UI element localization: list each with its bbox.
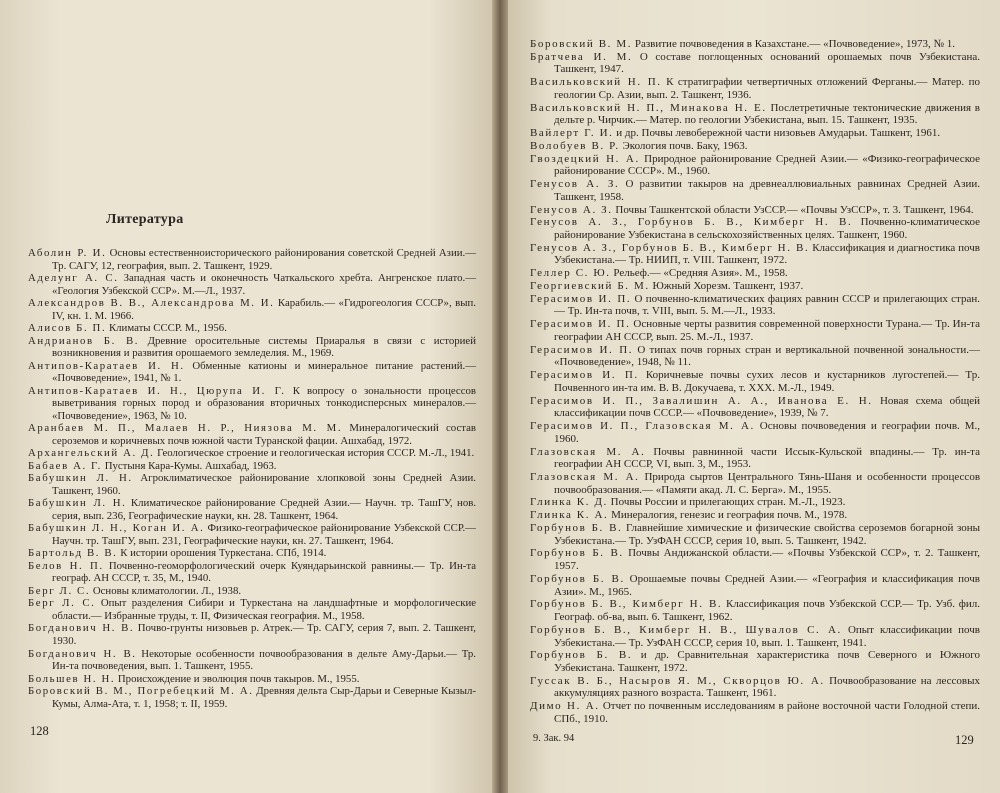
entry-author: Гвоздецкий Н. А. (530, 152, 640, 165)
entry-author: Богданович Н. В. (28, 647, 137, 660)
entry-author: Васильковский Н. П. (530, 76, 662, 89)
entry-author: Богданович Н. В. (28, 622, 135, 635)
bibliography-entry (28, 447, 476, 460)
page-number-right: 129 (955, 733, 974, 747)
left-page (0, 0, 498, 793)
entry-text: Природа сыртов Центрального Тянь-Шаня и особенности процессов почвообразования.— «Памяти акад. Л. С. Берга». М., 1955. (554, 470, 981, 496)
entry-text: Послетретичные тектонические движения в дельте р. Чирчик.— Матер. по геологии Узбекистана, вып. 15. Ташкент, 1935. (554, 101, 980, 127)
bibliography-entry (28, 673, 476, 686)
bibliography-entry (530, 420, 980, 445)
entry-text: Пустыня Кара-Кумы. Ашхабад, 1963. (102, 459, 277, 472)
entry-text: О составе поглощенных оснований орошаемых почв Узбекистана. Ташкент, 1947. (554, 50, 980, 76)
bibliography-entry (530, 140, 980, 153)
entry-author: Антипов-Каратаев И. Н. (28, 359, 185, 372)
book-gutter (492, 0, 508, 793)
bibliography-list-left (28, 247, 476, 710)
bibliography-entry (28, 297, 476, 322)
entry-author: Берг Л. С. (28, 597, 96, 610)
entry-text: Опыт классификации почв Узбекистана.— Тр. УзФАН СССР, серия 10, вып. 1. Ташкент, 1941. (554, 623, 980, 649)
bibliography-entry (530, 675, 980, 700)
entry-text: Агроклиматическое районирование хлопковой зоны Средней Азии. Ташкент, 1960. (52, 472, 476, 497)
bibliography-entry (530, 496, 980, 509)
entry-text: Некоторые особенности почвообразования в дельте Аму-Дарьи.— Тр. Ин-та почвоведения, вып. 1. Ташкент, 1955. (52, 647, 477, 673)
bibliography-entry (28, 597, 476, 622)
entry-text: К истории орошения Туркестана. СПб, 1914. (117, 547, 327, 560)
entry-author: Бабушкин Л. Н., Коган И. А. (28, 522, 205, 535)
entry-text: Орошаемые почвы Средней Азии.— «География и классификация почв Азии». М., 1965. (554, 572, 980, 598)
bibliography-entry (530, 76, 980, 101)
bibliography-entry (530, 293, 980, 318)
bibliography-entry (530, 38, 980, 51)
entry-text: и др. Почвы левобережной части низовьев Амударьи. Ташкент, 1961. (613, 127, 941, 140)
bibliography-entry (28, 422, 476, 447)
bibliography-entry (530, 102, 980, 127)
bibliography-entry (530, 522, 980, 547)
entry-author: Волобуев В. Р. (530, 139, 620, 152)
entry-text: Физико-географическое районирование Узбекской ССР.— Научн. тр. ТашГУ, вып. 231, Географические науки, кн. 27. Ташкент, 1964. (52, 522, 476, 547)
bibliography-entry (28, 322, 476, 335)
entry-author: Герасимов И. П. (530, 292, 632, 305)
entry-text: Классификация почв Узбекской ССР.— Тр. Узб. фил. Географ. об-ва, вып. 6. Ташкент, 1962. (554, 598, 980, 624)
entry-author: Боровский В. М., Погребецкий М. А. (28, 685, 254, 698)
entry-author: Геллер С. Ю. (530, 267, 611, 280)
entry-author: Герасимов И. П. (530, 343, 634, 356)
bibliography-entry (530, 153, 980, 178)
entry-text: К вопросу о зональности процессов выветривания горных пород и образования вторичных тонкодисперсных минералов.— «Почвоведение», 1963, № 10. (52, 384, 476, 422)
entry-text: Основы климатологии. Л., 1938. (90, 584, 242, 597)
bibliography-entry (530, 178, 980, 203)
entry-text: О развитии такыров на древнеаллювиальных равнинах Средней Азии. Ташкент, 1958. (554, 178, 980, 203)
entry-author: Бартольд В. В. (28, 547, 118, 560)
entry-text: Природное районирование Средней Азии.— «Физико-географическое районирование СССР». М., 1960. (554, 152, 980, 178)
entry-text: Западная часть и оконечность Чаткальского хребта. Ангренское плато.— «Геология Узбекской ССР». М.—Л., 1937. (52, 272, 477, 297)
entry-author: Александров В. В., Александрова М. И. (28, 297, 275, 310)
entry-author: Генусов А. З., Горбунов Б. В., Кимберг Н. В. (530, 241, 810, 254)
entry-text: Основы естественноисторического районирования советской Средней Азии.— Тр. САГУ, 12, география, вып. 2. Ташкент, 1929. (52, 247, 476, 272)
right-page (502, 0, 1000, 793)
entry-text: Геологическое строение и геологическая история СССР. М.-Л., 1941. (154, 447, 475, 460)
entry-author: Георгиевский Б. М. (530, 279, 650, 292)
bibliography-entry (28, 560, 476, 585)
printer-signature-mark: 9. Зак. 94 (533, 733, 575, 744)
entry-author: Димо Н. А. (530, 700, 600, 713)
entry-text: Экология почв. Баку, 1963. (619, 139, 748, 152)
bibliography-entry (28, 272, 476, 297)
bibliography-entry (530, 344, 980, 369)
bibliography-entry (530, 700, 980, 725)
entry-author: Берг Л. С. (28, 584, 91, 597)
entry-author: Герасимов И. П. (530, 369, 639, 382)
entry-text: К стратиграфии четвертичных отложений Ферганы.— Матер. по геологии Ср. Азии, вып. 2. Ташкент, 1936. (554, 76, 980, 101)
bibliography-entry (28, 247, 476, 272)
entry-author: Гуссак В. Б., Насыров Я. М., Скворцов Ю. А. (530, 674, 825, 687)
bibliography-entry (530, 267, 980, 280)
bibliography-entry (530, 204, 980, 217)
entry-author: Васильковский Н. П., Минакова Н. Е. (530, 101, 767, 114)
entry-text: Обменные катионы и минеральное питание растений.— «Почвоведение», 1941, № 1. (52, 359, 477, 385)
bibliography-entry (530, 598, 980, 623)
bibliography-entry (530, 624, 980, 649)
entry-author: Братчева И. М. (530, 50, 633, 63)
entry-author: Глинка К. Д. (530, 496, 608, 509)
entry-author: Глинка К. А. (530, 509, 609, 522)
entry-text: Климатическое районирование Средней Азии.— Научн. тр. ТашГУ, нов. серия, вып. 236, Географические науки, кн. 28. Ташкент, 1964. (52, 497, 477, 522)
entry-text: Почвы России и прилегающих стран. М.-Л., 1923. (607, 496, 846, 509)
entry-text: Древняя дельта Сыр-Дарьи и Северные Кызыл-Кумы, Алма-Ата, т. 1, 1958; т. II, 1959. (52, 685, 476, 710)
bibliography-entry (530, 216, 980, 241)
entry-text: Отчет по почвенным исследованиям в районе восточной части Голодной степи. СПб., 1910. (554, 700, 980, 725)
bibliography-entry (530, 369, 980, 394)
entry-author: Генусов А. З., Горбунов Б. В., Кимберг Н. В. (530, 216, 853, 229)
bibliography-entry (28, 472, 476, 497)
entry-text: Основные черты развития современной поверхности Турана.— Тр. Ин-та географии АН СССР, вып. 25. М.-Л., 1937. (554, 318, 980, 343)
entry-text: Классификация и диагностика почв Узбекистана.— Тр. НИИП, т. VIII. Ташкент, 1972. (554, 241, 980, 267)
bibliography-entry (28, 685, 476, 710)
bibliography-entry (530, 280, 980, 293)
bibliography-entry (530, 471, 980, 496)
entry-author: Аранбаев М. П., Малаев Н. Р., Ниязова М. М. (28, 422, 343, 435)
entry-author: Антипов-Каратаев И. Н., Цюрупа И. Г. (28, 384, 286, 397)
entry-author: Большев Н. Н. (28, 672, 116, 685)
entry-author: Вайлерт Г. И. (530, 127, 614, 140)
entry-author: Герасимов И. П., Глазовская М. А. (530, 420, 755, 433)
entry-author: Архангельский А. Д. (28, 447, 155, 460)
bibliography-entry (28, 497, 476, 522)
entry-text: Минералогический состав сероземов и коричневых почв южной части Туранской фации. Ашхабад, 1972. (52, 422, 476, 447)
entry-text: Почвы Андижанской области.— «Почвы Узбекской ССР», т. 2. Ташкент, 1957. (554, 547, 980, 573)
entry-author: Горбунов Б. В., Кимберг Н. В., Шувалов С. А. (530, 623, 842, 636)
entry-author: Генусов А. З. (530, 178, 620, 191)
entry-text: Почвы равнинной части Иссык-Кульской впадины.— Тр. ин-та географии АН СССР, VI, вып. 3, М., 1953. (554, 445, 981, 471)
bibliography-entry (530, 649, 980, 674)
entry-author: Боровский В. М. (530, 38, 633, 50)
bibliography-entry (28, 360, 476, 385)
entry-author: Бабаев А. Г. (28, 459, 102, 472)
bibliography-entry (28, 335, 476, 360)
entry-text: О почвенно-климатических фациях равнин СССР и прилегающих стран.— Тр. Ин-та почв, т. VIII, вып. 5. М.—Л., 1933. (554, 292, 980, 318)
bibliography-entry (28, 547, 476, 560)
bibliography-heading: Литература (106, 212, 184, 227)
entry-text: Почвенно-геоморфологический очерк Куяндарьинской равнины.— Тр. Ин-та географ. АН СССР, т. 35, М., 1940. (52, 559, 476, 585)
entry-author: Бабушкин Л. Н. (28, 497, 127, 510)
entry-author: Герасимов И. П., Завалишин А. А., Иванова Е. Н. (530, 394, 873, 407)
bibliography-entry (28, 522, 476, 547)
entry-text: Почвообразование на лессовых аккумуляциях разного возраста. Ташкент, 1961. (554, 674, 981, 700)
bibliography-entry (530, 573, 980, 598)
entry-text: Южный Хорезм. Ташкент, 1937. (649, 279, 804, 292)
entry-text: Почвенно-климатическое районирование Узбекистана в сельскохозяйственных целях. Ташкент, 1960. (554, 216, 980, 242)
entry-text: О типах почв горных стран и вертикальной почвенной зональности.— «Почвоведение», 1948, № 11. (554, 343, 980, 369)
entry-author: Герасимов И. П. (530, 318, 631, 331)
bibliography-list-right (530, 38, 980, 726)
entry-text: Новая схема общей классификации почв СССР.— «Почвоведение», 1939, № 7. (554, 394, 980, 420)
entry-author: Андрианов Б. В. (28, 334, 140, 347)
entry-text: Коричневые почвы сухих лесов и кустарников лугостепей.— Тр. Почвенного ин-та им. В. В. Докучаева, т. XXX. М.-Л., 1949. (554, 369, 980, 394)
entry-text: Древние оросительные системы Приаралья в связи с историей возникновения и развития орошаемого земледелия. М., 1969. (52, 334, 476, 360)
bibliography-entry (530, 547, 980, 572)
entry-author: Горбунов Б. В. (530, 572, 625, 585)
bibliography-entry (530, 242, 980, 267)
entry-text: Развитие почвоведения в Казахстане.— «Почвоведение», 1973, № 1. (632, 38, 955, 50)
entry-author: Горбунов Б. В. (530, 649, 633, 662)
entry-text: Основы почвоведения и географии почв. М., 1960. (554, 420, 980, 445)
entry-text: Главнейшие химические и физические свойства сероземов богарной зоны Узбекистана.— Тр. УзФАН СССР, серия 10, вып. 5. Ташкент, 1942. (554, 521, 980, 547)
page-number-left: 128 (30, 724, 49, 738)
entry-text: Почвы Ташкентской области УзССР.— «Почвы УзССР», т. 3. Ташкент, 1964. (612, 203, 974, 216)
entry-text: и др. Сравнительная характеристика почв Северного и Южного Узбекистана. Ташкент, 1972. (554, 649, 980, 674)
bibliography-entry (28, 622, 476, 647)
bibliography-entry (530, 51, 980, 76)
entry-author: Аделунг А. С. (28, 272, 119, 285)
entry-text: Почво-грунты низовьев р. Атрек.— Тр. САГУ, серия 7, вып. 2. Ташкент, 1930. (52, 622, 476, 647)
entry-author: Горбунов Б. В., Кимберг Н. В. (530, 598, 723, 611)
entry-text: Минералогия, генезис и география почв. М., 1978. (608, 509, 848, 522)
bibliography-entry (530, 127, 980, 140)
entry-author: Глазовская М. А. (530, 445, 646, 458)
entry-author: Алисов Б. П. (28, 322, 107, 335)
entry-text: Карабиль.— «Гидрогеология СССР», вып. IV, кн. 1. М. 1966. (52, 297, 476, 322)
entry-author: Горбунов Б. В. (530, 521, 623, 534)
entry-text: Опыт разделения Сибири и Туркестана на ландшафтные и морфологические области.— Избранные труды, т. II, Физическая география. М., 1958. (52, 597, 477, 622)
bibliography-entry (530, 395, 980, 420)
entry-text: Рельеф.— «Средняя Азия». М., 1958. (610, 267, 788, 280)
entry-text: Климаты СССР. М., 1956. (106, 322, 227, 335)
entry-author: Бабушкин Л. Н. (28, 472, 133, 485)
bibliography-entry (28, 385, 476, 423)
bibliography-entry (28, 648, 476, 673)
entry-text: Происхождение и эволюция почв такыров. М., 1955. (115, 672, 360, 685)
entry-author: Генусов А. З. (530, 203, 613, 216)
entry-author: Горбунов Б. В. (530, 547, 624, 560)
entry-author: Глазовская М. А. (530, 470, 640, 483)
entry-author: Белов Н. П. (28, 559, 104, 572)
bibliography-entry (28, 585, 476, 598)
bibliography-entry (530, 509, 980, 522)
bibliography-entry (530, 318, 980, 343)
bibliography-entry (530, 446, 980, 471)
bibliography-entry (28, 460, 476, 473)
entry-author: Аболин Р. И. (28, 247, 107, 259)
